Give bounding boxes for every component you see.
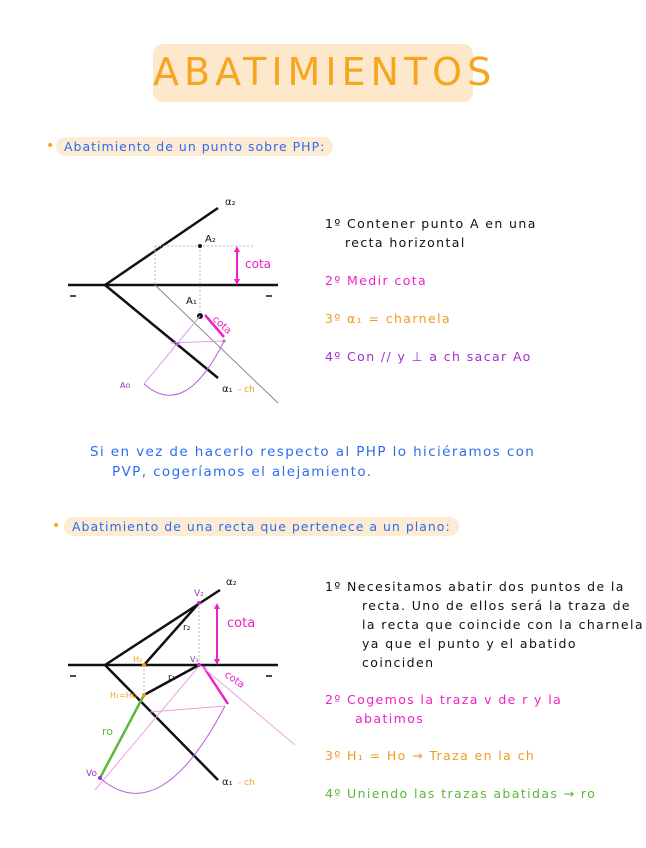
bullet-icon: •	[46, 138, 55, 154]
step1-1-cont: recta horizontal	[345, 235, 466, 250]
label-cota-diag-2: cota	[222, 669, 247, 691]
label-h1-ho: H₁=Ho	[110, 691, 137, 700]
diagram-line	[144, 316, 200, 384]
step2-2-line2: abatimos	[355, 711, 425, 726]
step2-1-line2: recta. Uno de ellos será la traza de	[362, 598, 631, 613]
point-a2	[198, 244, 202, 248]
step2-1: 1º Necesitamos abatir dos puntos de la	[325, 579, 625, 594]
label-alpha1-2: α₁	[222, 777, 233, 788]
note-line-1: Si en vez de hacerlo respecto al PHP lo hiciéramos con	[90, 444, 536, 460]
label-r2: r₂	[183, 623, 191, 633]
label-a2: A₂	[205, 234, 216, 245]
label-alpha2-2: α₂	[226, 577, 237, 588]
label-cota-diag: cota	[209, 314, 234, 337]
note-line-2: PVP, cogeríamos el alejamiento.	[112, 464, 373, 480]
step2-1-line4: ya que el punto y el abatido	[362, 636, 577, 651]
section1-heading: Abatimiento de un punto sobre PHP:	[56, 137, 333, 156]
bullet-icon: •	[52, 518, 61, 534]
label-a1: A₁	[186, 296, 197, 307]
step2-1-line3: la recta que coincide con la charnela	[362, 617, 644, 632]
diagram-line	[105, 590, 220, 665]
diagram-circle	[177, 343, 180, 346]
section2-heading: Abatimiento de una recta que pertenece a un plano:	[64, 517, 459, 536]
step1-4: 4º Con // y ⊥ a ch sacar Ao	[325, 349, 532, 364]
diagram-line	[68, 577, 295, 793]
step1-2: 2º Medir cota	[325, 273, 428, 288]
label-vo: Vo	[86, 769, 97, 779]
diagram-path	[100, 706, 225, 793]
step2-1-line5: coinciden	[362, 655, 435, 670]
step2-3: 3º H₁ = Ho → Traza en la ch	[325, 748, 536, 763]
diagram-line	[150, 706, 225, 712]
label-cota-2: cota	[227, 616, 256, 631]
label-r1: r₁	[168, 673, 176, 683]
diagram-circle	[142, 663, 146, 667]
diagram-circle	[98, 776, 102, 780]
diagram-circle	[197, 601, 201, 605]
label-v1: V₁	[190, 655, 199, 664]
label-alpha2: α₂	[225, 197, 236, 208]
label-v2: V₂	[194, 589, 204, 599]
diagram-line	[105, 665, 218, 780]
alpha1-trace	[105, 285, 218, 378]
diagram-circle	[142, 693, 146, 697]
label-ch: - ch	[238, 385, 255, 395]
step2-4: 4º Uniendo las trazas abatidas → ro	[325, 786, 597, 801]
label-ro: ro	[102, 725, 114, 738]
step1-3: 3º α₁ = charnela	[325, 311, 452, 326]
diagram-line	[200, 665, 295, 745]
step1-1: 1º Contener punto A en una	[325, 216, 537, 231]
page-title: ABATIMIENTOS	[153, 50, 497, 94]
step2-2: 2º Cogemos la traza v de r y la	[325, 692, 563, 707]
diagram-circle	[223, 340, 226, 343]
label-alpha1: α₁	[222, 384, 233, 395]
diagram-point	[68, 197, 278, 403]
label-ch-2: - ch	[238, 778, 255, 788]
diagram-polygon	[214, 603, 220, 609]
horizontal-line-projection	[155, 285, 278, 403]
label-cota: cota	[245, 257, 271, 271]
diagram-polygon	[234, 246, 240, 252]
label-ao: Ao	[120, 381, 131, 390]
label-h2: H₂	[133, 655, 143, 664]
